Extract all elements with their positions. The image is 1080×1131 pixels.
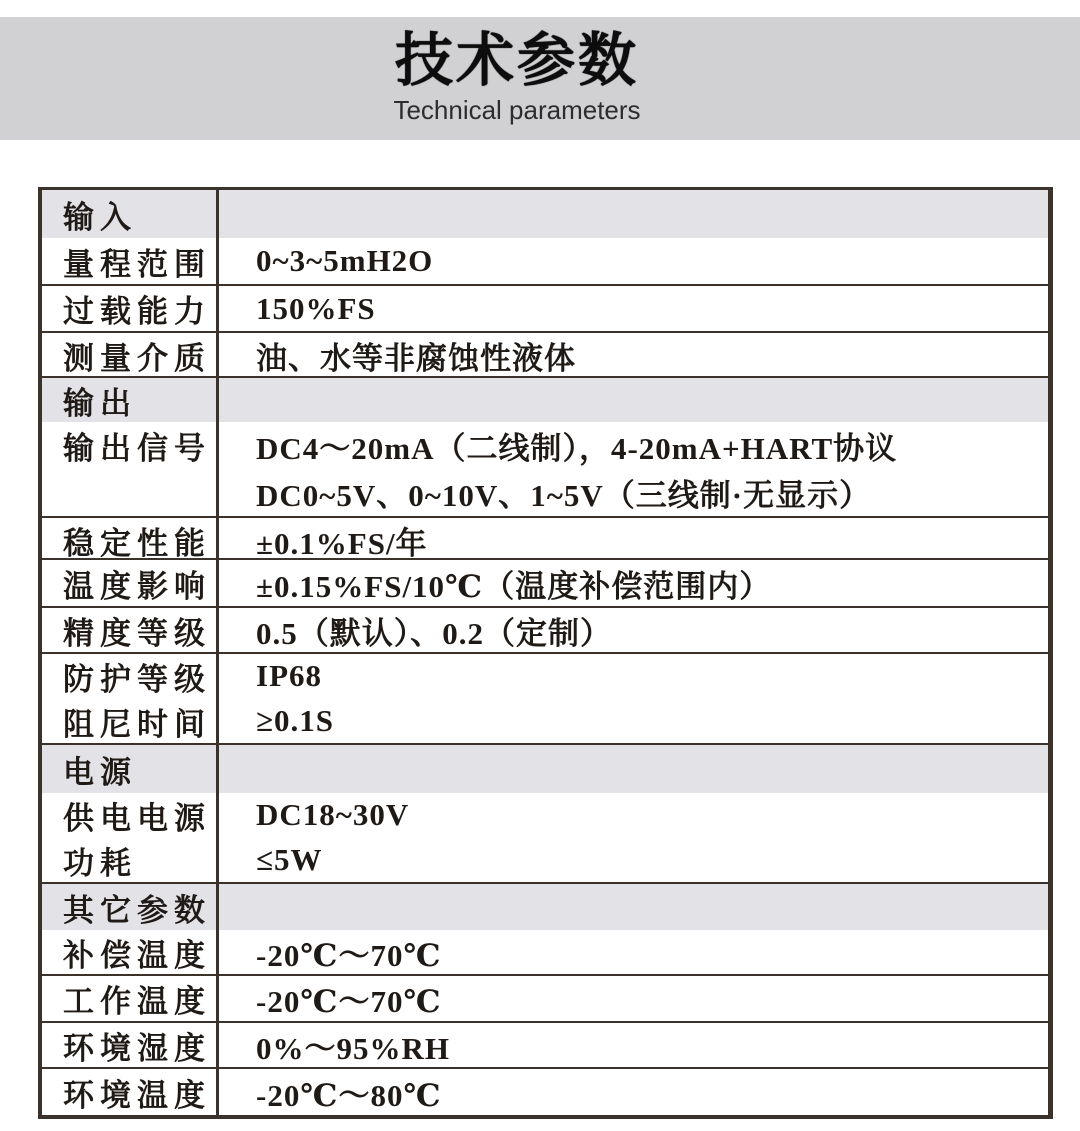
table-section-row-other xyxy=(42,884,1048,930)
row-value: 0%～95%RH xyxy=(256,1031,450,1066)
row-label-cell xyxy=(42,1069,219,1115)
row-value-supply: DC18~30V xyxy=(256,797,410,833)
section-empty-cell xyxy=(219,378,1048,422)
row-value-line1: DC4～20mA（二线制），4-20mA+HART协议 xyxy=(256,431,898,466)
title-banner xyxy=(0,17,1080,140)
row-label: 输出信号 xyxy=(63,431,211,466)
row-value-cell xyxy=(219,286,1048,331)
row-value-protection: IP68 xyxy=(256,658,322,694)
row-label-protection: 防护等级 xyxy=(63,662,211,697)
row-label: 工作温度 xyxy=(63,984,211,1019)
row-label-cell xyxy=(42,238,219,284)
section-label: 输入 xyxy=(63,199,137,235)
row-value-cell xyxy=(219,1069,1048,1115)
row-label-damping: 阻尼时间 xyxy=(63,707,211,742)
section-label-cell xyxy=(42,884,219,930)
row-value-cell xyxy=(219,976,1048,1021)
table-row-work-temp xyxy=(42,976,1048,1023)
row-label-cell xyxy=(42,976,219,1021)
row-value: 0.5（默认）、0.2（定制） xyxy=(256,616,612,651)
section-label-cell xyxy=(42,378,219,422)
row-label-cell xyxy=(42,560,219,606)
table-row-overload xyxy=(42,286,1048,333)
row-label-cell xyxy=(42,608,219,652)
row-label: 环境湿度 xyxy=(63,1031,211,1066)
row-value-cell xyxy=(219,238,1048,284)
row-label-cell xyxy=(42,518,219,561)
row-label-cell xyxy=(42,286,219,331)
section-label: 输出 xyxy=(63,386,137,421)
row-value: 0~3~5mH2O xyxy=(256,243,434,278)
row-value-cell xyxy=(219,333,1048,376)
row-label: 过载能力 xyxy=(63,294,211,329)
section-empty-cell xyxy=(219,190,1048,238)
row-label-cell xyxy=(42,333,219,376)
row-label: 测量介质 xyxy=(63,341,211,376)
table-section-row-output xyxy=(42,378,1048,422)
row-value: -20℃～70℃ xyxy=(256,938,442,973)
row-label: 环境温度 xyxy=(63,1077,211,1113)
table-row-medium xyxy=(42,333,1048,378)
row-value-cell xyxy=(219,793,1048,882)
row-label: 精度等级 xyxy=(63,616,211,651)
row-value-cell xyxy=(219,930,1048,974)
table-section-row-power xyxy=(42,745,1048,793)
page-subtitle: Technical parameters xyxy=(393,95,641,126)
row-label: 稳定性能 xyxy=(63,526,211,561)
section-empty-cell xyxy=(219,884,1048,930)
table-row-humidity xyxy=(42,1023,1048,1069)
table-row-accuracy xyxy=(42,608,1048,654)
row-value-cell xyxy=(219,608,1048,652)
spec-table xyxy=(38,187,1053,1119)
row-value: -20℃～80℃ xyxy=(256,1077,442,1113)
section-label-cell xyxy=(42,745,219,793)
row-label-cell xyxy=(42,654,219,743)
row-label-cell xyxy=(42,793,219,882)
section-label-cell xyxy=(42,190,219,238)
table-section-row-input xyxy=(42,190,1048,238)
row-value-cell xyxy=(219,1023,1048,1067)
row-value: 油、水等非腐蚀性液体 xyxy=(256,341,576,376)
table-row-protection-damping xyxy=(42,654,1048,745)
row-label: 量程范围 xyxy=(63,246,211,282)
row-value-line2: DC0~5V、0~10V、1~5V（三线制·无显示） xyxy=(256,478,872,513)
row-value-cell xyxy=(219,654,1048,743)
section-empty-cell xyxy=(219,745,1048,793)
row-value: 150%FS xyxy=(256,290,376,326)
row-value-cell xyxy=(219,422,1048,516)
page-title: 技术参数 xyxy=(394,27,639,93)
row-label-supply: 供电电源 xyxy=(63,801,211,836)
row-label-consumption: 功耗 xyxy=(63,846,137,881)
table-row-stability xyxy=(42,518,1048,560)
table-row-supply-consumption xyxy=(42,793,1048,884)
row-value-cell xyxy=(219,560,1048,606)
table-row-output-signal xyxy=(42,422,1048,518)
row-label-cell xyxy=(42,1023,219,1067)
row-value-consumption: ≤5W xyxy=(256,841,323,877)
table-row-temp-effect xyxy=(42,560,1048,608)
row-label: 温度影响 xyxy=(63,568,211,604)
row-label: 补偿温度 xyxy=(63,938,211,973)
row-label-cell xyxy=(42,422,219,516)
row-value: ±0.1%FS/年 xyxy=(256,526,428,561)
row-value: -20℃～70℃ xyxy=(256,984,442,1019)
row-value-cell xyxy=(219,518,1048,561)
table-row-ambient-temp xyxy=(42,1069,1048,1115)
section-label: 其它参数 xyxy=(63,892,211,928)
table-row-range xyxy=(42,238,1048,286)
row-value: ±0.15%FS/10℃（温度补偿范围内） xyxy=(256,568,772,604)
row-value-damping: ≥0.1S xyxy=(256,702,335,738)
row-label-cell xyxy=(42,930,219,974)
table-row-comp-temp xyxy=(42,930,1048,976)
section-label: 电源 xyxy=(63,754,137,790)
